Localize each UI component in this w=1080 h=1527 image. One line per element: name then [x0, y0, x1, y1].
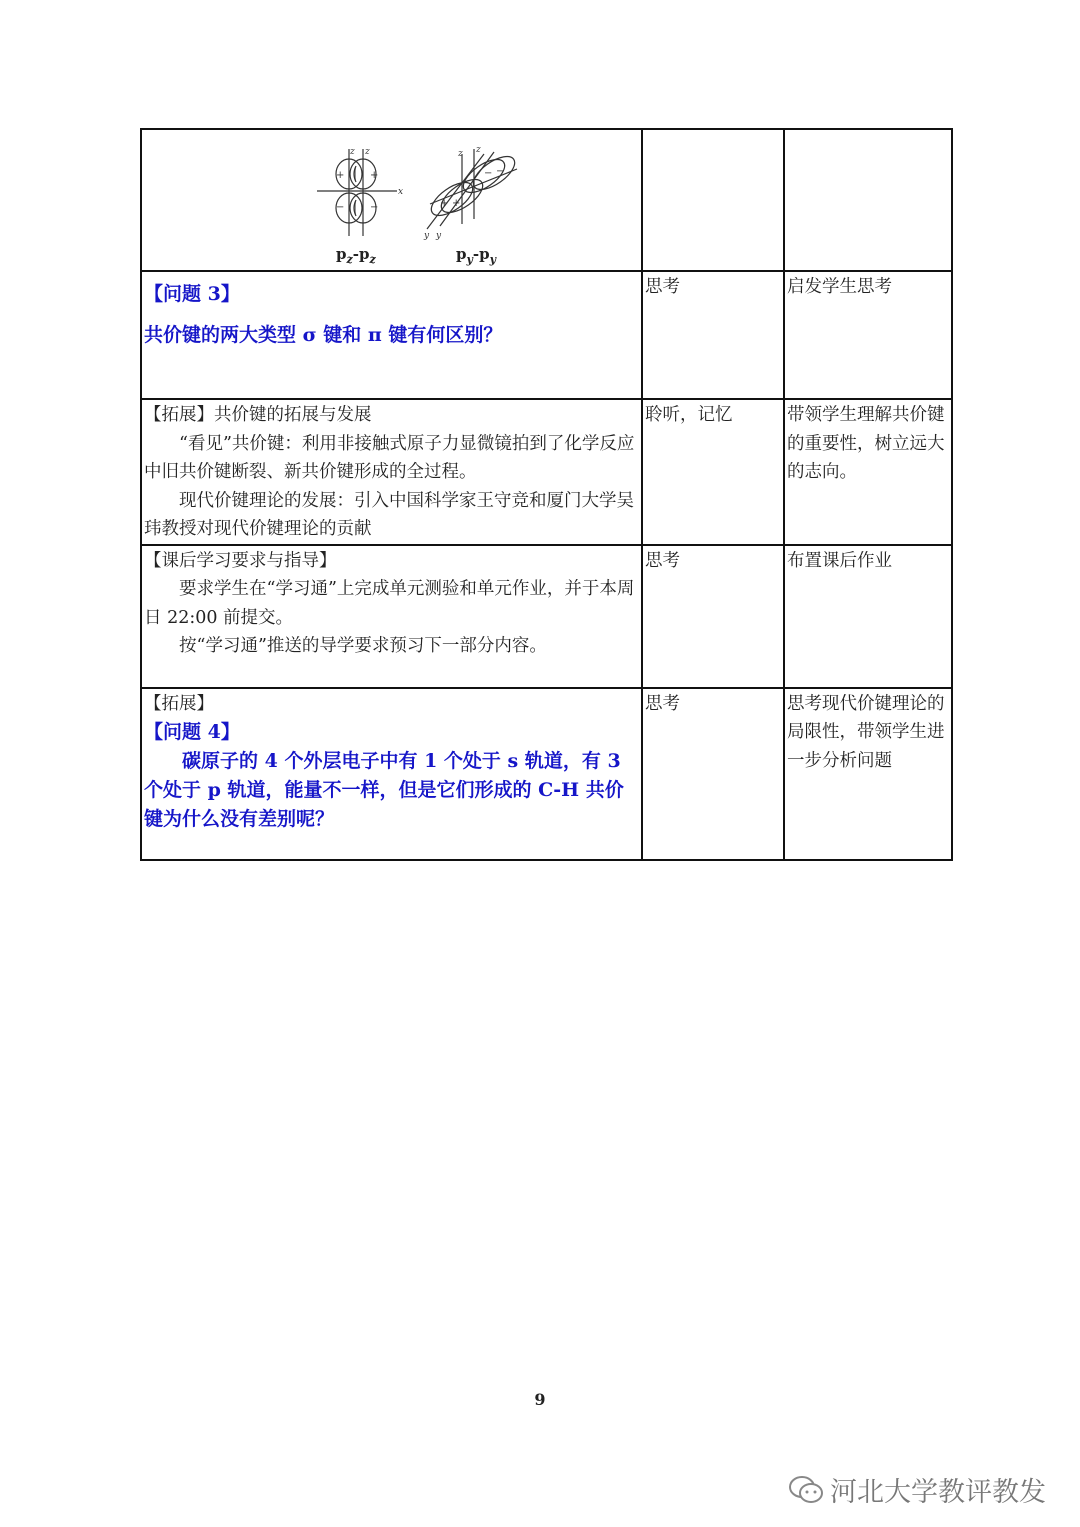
student-activity-text: 思考: [645, 550, 680, 571]
svg-text:−: −: [496, 166, 505, 177]
svg-text:+: +: [452, 198, 461, 209]
content-cell: [141, 399, 642, 545]
watermark-text: 河北大学教评教发: [830, 1477, 1046, 1508]
axis-label: z: [365, 147, 370, 157]
table-row: [141, 399, 952, 545]
section-heading: 【课后学习要求与指导】: [144, 550, 337, 571]
axis-label: z: [458, 149, 463, 159]
student-activity-cell: [642, 129, 784, 271]
student-activity-cell: [642, 271, 784, 399]
axis-label: y: [436, 231, 442, 241]
table-row: [141, 271, 952, 399]
orbital-overlap-diagram: [312, 144, 522, 244]
design-intent-text: 思考现代价键理论的局限性，带领学生进一步分析问题: [787, 693, 945, 771]
label-py-py: $p_y-p_y$: [456, 245, 497, 266]
design-intent-cell: [784, 545, 952, 688]
axis-label: y: [424, 231, 430, 241]
axis-label: x: [398, 187, 404, 197]
axis-label: z: [350, 147, 355, 157]
question-3-heading: 【问题 3】: [144, 283, 240, 305]
section-heading: 【拓展】: [144, 693, 214, 714]
design-intent-cell: [784, 271, 952, 399]
content-cell: [141, 271, 642, 399]
table-row: [141, 129, 952, 271]
student-activity-cell: [642, 399, 784, 545]
student-activity-cell: [642, 688, 784, 860]
student-activity-text: 思考: [645, 277, 680, 297]
wechat-icon: [788, 1475, 824, 1505]
section-heading: 【拓展】共价键的拓展与发展: [144, 405, 372, 425]
design-intent-cell: [784, 399, 952, 545]
svg-text:+: +: [370, 170, 379, 181]
lesson-plan-table: [140, 128, 953, 861]
svg-text:+: +: [336, 170, 345, 181]
table-row: [141, 688, 952, 860]
design-intent-text: 布置课后作业: [787, 550, 892, 571]
paragraph: 要求学生在“学习通”上完成单元测验和单元作业，并于本周日 22:00 前提交。: [144, 579, 635, 628]
content-cell: [141, 545, 642, 688]
paragraph: 按“学习通”推送的导学要求预习下一部分内容。: [179, 636, 547, 656]
watermark: [788, 1470, 1046, 1509]
paragraph: 现代价键理论的发展：引入中国科学家王守竞和厦门大学吴玮教授对现代价键理论的贡献: [144, 490, 634, 539]
student-activity-text: 聆听，记忆: [645, 405, 733, 425]
paragraph: “看见”共价键：利用非接触式原子力显微镜拍到了化学反应中旧共价键断裂、新共价键形成的全过程。: [144, 433, 635, 482]
design-intent-cell: [784, 688, 952, 860]
svg-text:−: −: [484, 168, 493, 179]
question-4-text: 碳原子的 4 个外层电子中有 1 个处于 s 轨道，有 3 个处于 p 轨道，能量不一样，但是它们形成的 C-H 共价键为什么没有差别呢？: [144, 750, 624, 830]
student-activity-text: 思考: [645, 693, 680, 714]
question-4-heading: 【问题 4】: [144, 721, 240, 743]
axis-label: z: [476, 145, 481, 155]
student-activity-cell: [642, 545, 784, 688]
design-intent-cell: [784, 129, 952, 271]
orbital-diagram-cell: [141, 129, 642, 271]
design-intent-text: 启发学生思考: [787, 277, 892, 297]
label-pz-pz: $p_z-p_z$: [336, 245, 376, 266]
svg-text:−: −: [336, 202, 345, 213]
svg-text:+: +: [440, 198, 449, 209]
content-cell: [141, 688, 642, 860]
question-3-text: 共价键的两大类型 σ 键和 π 键有何区别？: [144, 324, 503, 346]
design-intent-text: 带领学生理解共价键的重要性，树立远大的志向。: [787, 405, 945, 482]
table-row: [141, 545, 952, 688]
svg-text:−: −: [370, 202, 379, 213]
page-number: 9: [534, 1390, 546, 1409]
